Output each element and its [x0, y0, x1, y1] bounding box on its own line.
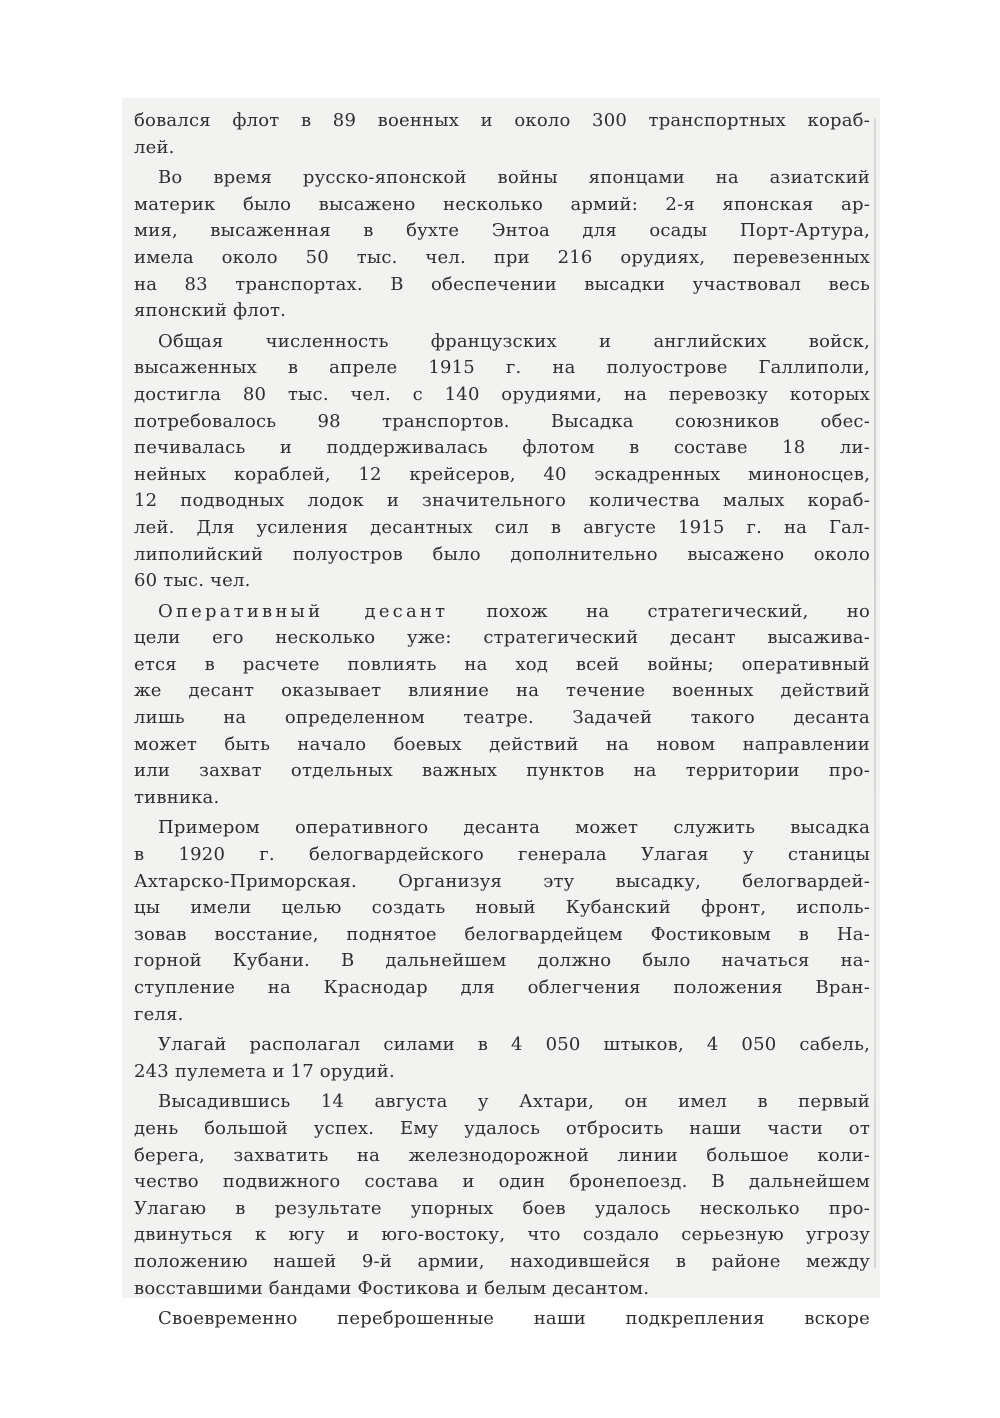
text-line: бовался флот в 89 военных и около 300 транспортных кораб- [134, 110, 870, 131]
body-text [134, 108, 870, 1337]
text-line: цели его несколько уже: стратегический десант высажива- [134, 627, 870, 649]
text-line: Во время русско-японской войны японцами на азиатский [158, 167, 870, 189]
text-line: лишь на определенном театре. Задачей такого десанта [134, 707, 870, 729]
paragraph-8 [134, 1306, 870, 1333]
text-line: 243 пулемета и 17 орудий. [134, 1060, 395, 1082]
text-line: липолийский полуостров было дополнительно высажено около [134, 543, 870, 565]
text-line: имела около 50 тыс. чел. при 216 орудиях, перевезенных [134, 246, 870, 268]
scanned-page [122, 98, 880, 1330]
paragraph-6 [134, 1032, 870, 1085]
text-line: высаженных в апреле 1915 г. на полуострове Галлиполи, [134, 357, 870, 379]
spaced-term: Оперативный десант [158, 600, 449, 622]
text-line: 12 подводных лодок и значительного количества малых кораб- [134, 490, 870, 512]
paragraph-2 [134, 165, 870, 325]
text-line: Ахтарско-Приморская. Организуя эту высадку, белогвардей- [134, 870, 870, 892]
text-line: берега, захватить на железнодорожной линии большое коли- [134, 1144, 870, 1166]
text-line: ется в расчете повлиять на ход всей войны; оперативный [134, 653, 870, 675]
text-line: достигла 80 тыс. чел. с 140 орудиями, на перевозку которых [134, 383, 870, 405]
text-line: день большой успех. Ему удалось отбросить наши части от [134, 1117, 870, 1139]
text-line: Улагаю в результате упорных боев удалось несколько про- [134, 1197, 870, 1219]
paragraph-1 [134, 108, 870, 161]
text-line: же десант оказывает влияние на течение военных действий [134, 680, 870, 702]
paragraph-7 [134, 1089, 870, 1302]
text-line [134, 599, 870, 626]
text-line: чество подвижного состава и один бронепоезд. В дальнейшем [134, 1171, 870, 1193]
page-edge-shadow [874, 118, 876, 1268]
text-line: геля. [134, 1003, 184, 1025]
text-line: Своевременно переброшенные наши подкрепления вскоре [158, 1308, 870, 1330]
text-line: потребовалось 98 транспортов. Высадка союзников обес- [134, 410, 870, 432]
text-line: зовав восстание, поднятое белогвардейцем Фостиковым в На- [134, 923, 870, 945]
text-line: Примером оперативного десанта может служить высадка [158, 817, 870, 839]
text-line: положению нашей 9-й армии, находившейся в районе между [134, 1250, 870, 1272]
text-line: лей. Для усиления десантных сил в августе 1915 г. на Гал- [134, 516, 870, 538]
text-line: цы имели целью создать новый Кубанский фронт, исполь- [134, 897, 870, 919]
text-line: может быть начало боевых действий на новом направлении [134, 733, 870, 755]
text-line: тивника. [134, 786, 220, 808]
text-line: материк было высажено несколько армий: 2-я японская ар- [134, 193, 870, 215]
paragraph-3 [134, 329, 870, 595]
text-line: Высадившись 14 августа у Ахтари, он имел в первый [158, 1091, 870, 1113]
text-line: японский флот. [134, 300, 287, 322]
text-line: нейных кораблей, 12 крейсеров, 40 эскадренных миноносцев, [134, 463, 870, 485]
text-line: мия, высаженная в бухте Энтоа для осады Порт-Артура, [134, 220, 870, 242]
text-line: печивалась и поддерживалась флотом в составе 18 ли- [134, 437, 870, 459]
text-line: Улагай располагал силами в 4 050 штыков, 4 050 сабель, [158, 1034, 870, 1056]
paragraph-5 [134, 815, 870, 1028]
text-line: лей. [134, 136, 175, 158]
text-line: Общая численность французских и английских войск, [158, 330, 870, 352]
text-line: двинуться к югу и юго-востоку, что создало серьезную угрозу [134, 1224, 870, 1246]
text-line: ступление на Краснодар для облегчения положения Вран- [134, 977, 870, 998]
text-line: горной Кубани. В дальнейшем должно было начаться на- [134, 950, 870, 972]
text-line: в 1920 г. белогвардейского генерала Улагая у станицы [134, 844, 870, 866]
paragraph-4 [134, 599, 870, 812]
text-line: 60 тыс. чел. [134, 570, 251, 592]
text-line: восставшими бандами Фостикова и белым десантом. [134, 1277, 650, 1299]
text-line: на 83 транспортах. В обеспечении высадки участвовал весь [134, 273, 870, 295]
text-fragment: похож на стратегический, но [448, 600, 870, 622]
text-line: или захват отдельных важных пунктов на территории про- [134, 760, 870, 782]
